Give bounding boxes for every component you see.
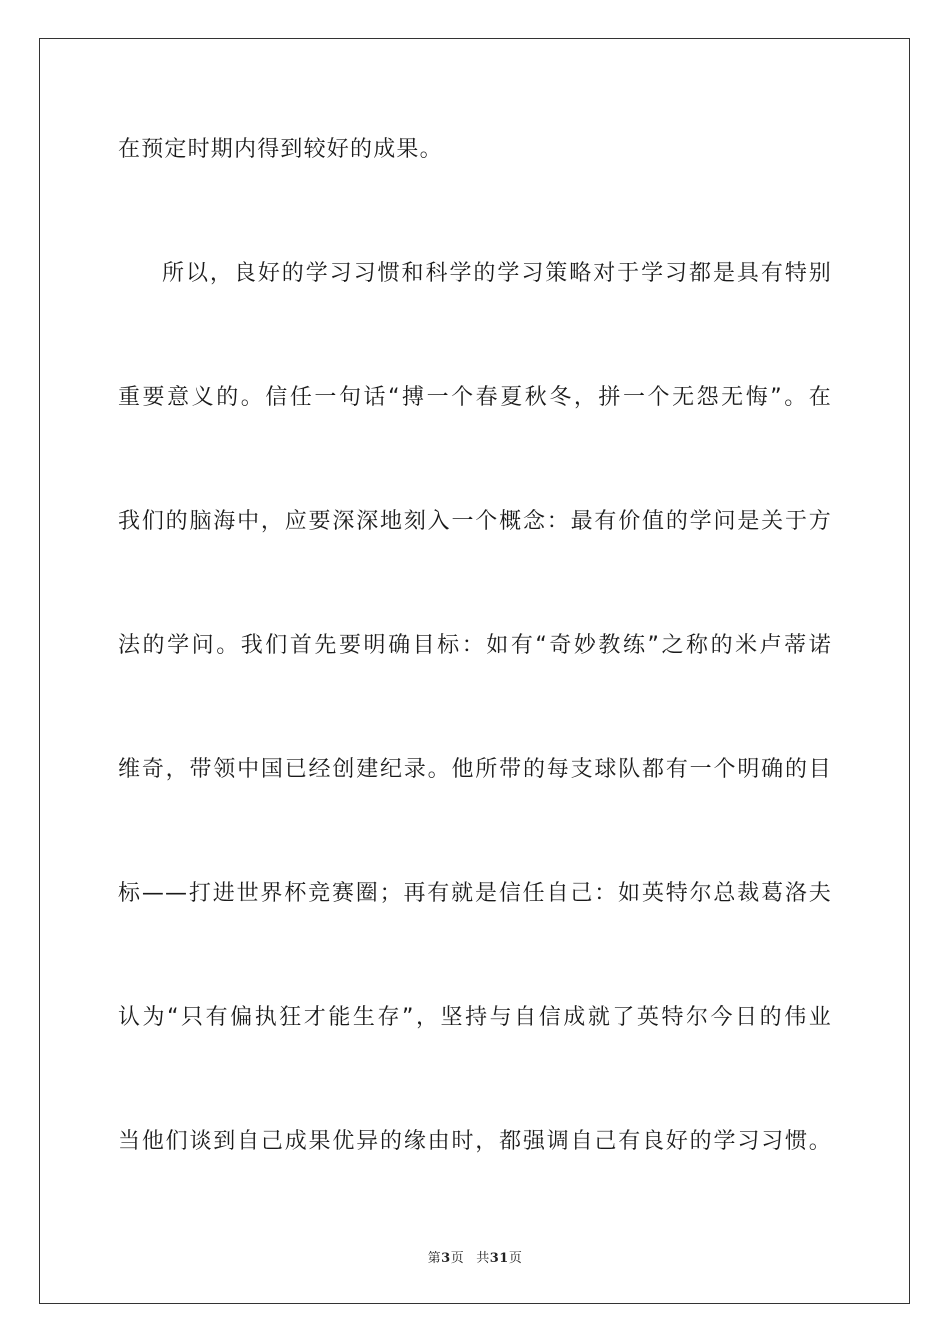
page-number: 3 [441,1251,451,1266]
total-suffix: 页 [508,1251,523,1266]
total-pages: 31 [489,1251,509,1266]
page-suffix: 页 [450,1251,465,1266]
text-line-2: 所以，良好的学习习惯和科学的学习策略对于学习都是具有特别 [162,261,832,286]
page-prefix: 第 [427,1251,442,1266]
total-prefix: 共 [476,1251,490,1266]
text-line-4: 我们的脑海中，应要深深地刻入一个概念：最有价值的学问是关于方 [118,509,832,534]
text-line-7: 标——打进世界杯竞赛圈；再有就是信任自己：如英特尔总裁葛洛夫 [118,881,832,906]
text-line-3: 重要意义的。信任一句话“搏一个春夏秋冬，拼一个无怨无悔”。在 [118,385,832,410]
text-line-1: 在预定时期内得到较好的成果。 [118,137,443,162]
text-line-8: 认为“只有偏执狂才能生存”，坚持与自信成就了英特尔今日的伟业 [118,1005,832,1030]
page-border [39,38,910,1304]
page-footer [0,1247,950,1266]
text-line-9: 当他们谈到自己成果优异的缘由时，都强调自己有良好的学习习惯。 [118,1129,832,1154]
text-line-6: 维奇，带领中国已经创建纪录。他所带的每支球队都有一个明确的目 [118,757,832,782]
text-line-5: 法的学问。我们首先要明确目标：如有“奇妙教练”之称的米卢蒂诺 [118,633,832,658]
